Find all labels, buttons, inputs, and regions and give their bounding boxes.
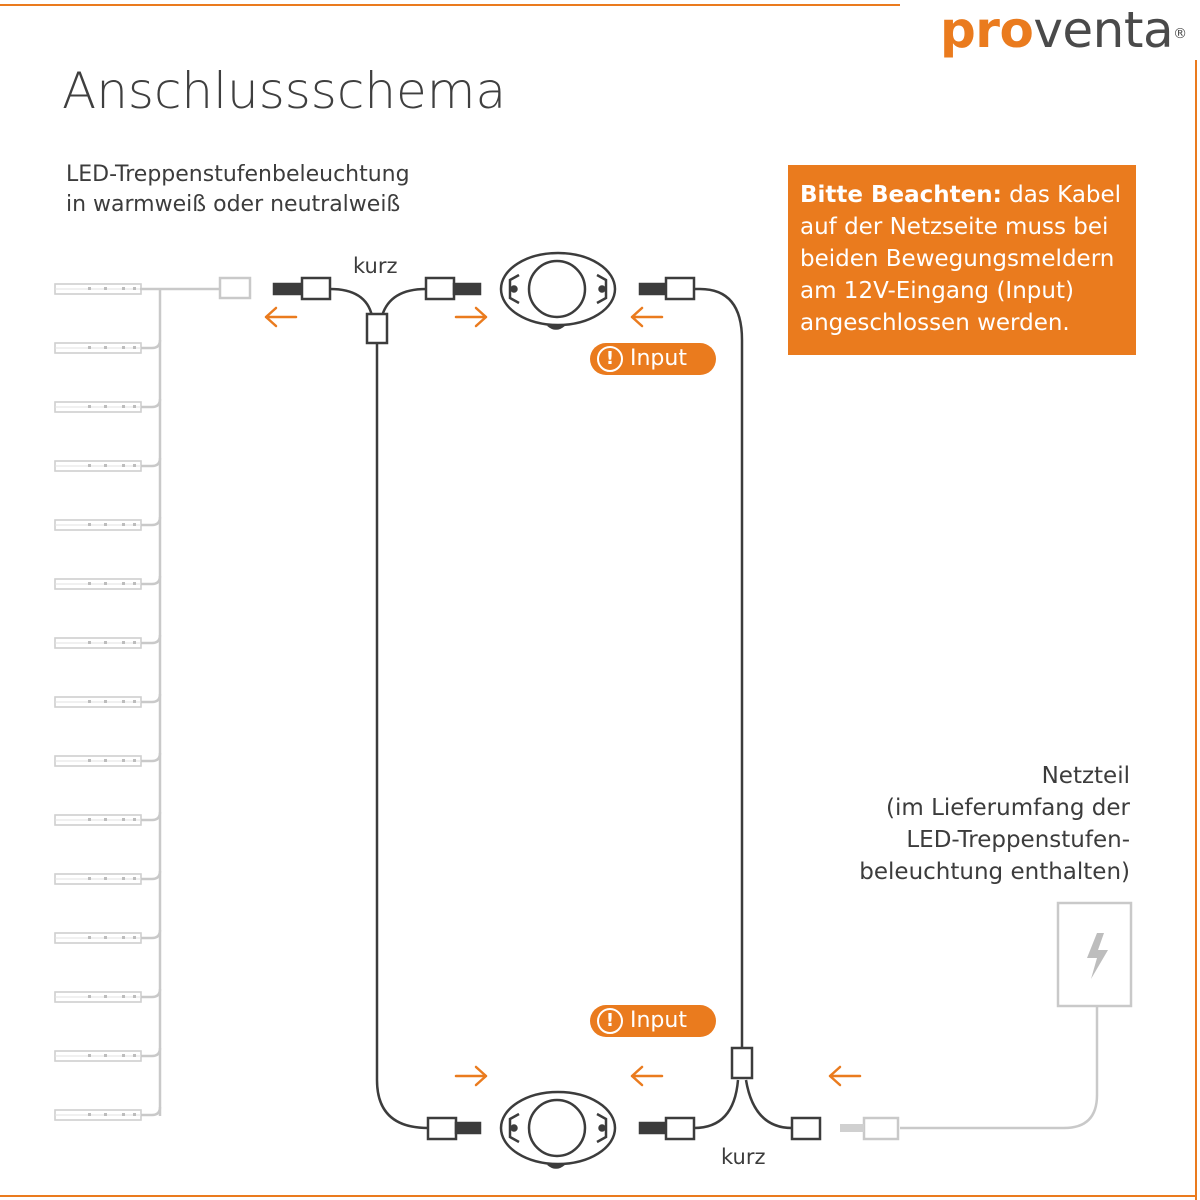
led-strip	[55, 458, 160, 471]
top-input-plug-pin	[640, 284, 666, 294]
bottom-left-plug-pin	[456, 1123, 480, 1133]
bottom-splitter-right-wire	[746, 1080, 792, 1128]
arrow-icon	[456, 1067, 486, 1085]
top-right-plug-pin	[454, 284, 480, 294]
top-splitter-left-wire	[330, 289, 372, 316]
top-input-plug	[666, 278, 694, 299]
top-input-cable	[640, 278, 742, 1048]
power-supply-caption	[859, 760, 1130, 888]
bottom-sensor-plug	[666, 1118, 694, 1139]
psu-caption-line3: LED-Treppenstufen-	[906, 827, 1130, 853]
exclamation-circle-icon: !	[597, 1008, 623, 1034]
top-right-plug	[426, 278, 454, 299]
exclamation-circle-icon: !	[597, 346, 623, 372]
led-strip	[55, 284, 141, 294]
arrow-icon	[266, 308, 296, 326]
top-splitter-junction	[367, 314, 387, 343]
proventa-logo	[940, 0, 1187, 60]
bottom-sensor-plug-pin	[640, 1123, 666, 1133]
power-supply-plug	[864, 1118, 898, 1139]
power-supply-plug-pin	[840, 1124, 864, 1132]
note-line1-rest: das Kabel	[1001, 182, 1122, 208]
note-line5: angeschlossen werden.	[800, 310, 1070, 336]
arrow-icon	[632, 308, 662, 326]
input-badge-bottom	[590, 1005, 716, 1037]
power-supply	[840, 903, 1131, 1139]
bottom-y-splitter	[640, 1048, 820, 1139]
led-strip	[55, 871, 160, 884]
note-bold-label: Bitte Beachten:	[800, 182, 1002, 208]
top-left-plug	[302, 278, 330, 299]
logo-registered-mark: ®	[1173, 26, 1187, 42]
page-title: Anschlussschema	[62, 62, 507, 120]
arrow-icon	[830, 1067, 860, 1085]
psu-caption-line2: (im Lieferumfang der	[885, 795, 1130, 821]
input-badge-top	[590, 343, 716, 375]
arrow-icon	[632, 1067, 662, 1085]
led-strip	[55, 576, 160, 589]
input-label-bottom: Input	[630, 1008, 687, 1033]
led-strip	[55, 753, 160, 766]
led-strip-group	[55, 284, 160, 1120]
bottom-splitter-junction	[732, 1048, 752, 1078]
note-line2: auf der Netzseite muss bei	[800, 214, 1109, 240]
psu-caption-line1: Netzteil	[1041, 763, 1130, 789]
logo-venta-text: venta	[1033, 1, 1174, 59]
bottom-left-plug	[428, 1118, 456, 1139]
led-strip	[55, 340, 160, 353]
right-long-cable	[694, 289, 742, 1048]
motion-sensor-icon	[501, 1092, 615, 1168]
top-left-plug-pin	[274, 284, 302, 294]
led-caption	[66, 160, 410, 220]
left-long-cable	[377, 343, 428, 1128]
top-splitter-right-wire	[382, 289, 426, 316]
led-strip	[55, 1048, 160, 1061]
bottom-splitter-left-wire	[694, 1080, 738, 1128]
top-y-splitter	[274, 278, 480, 1128]
bottom-left-connector	[428, 1118, 480, 1139]
led-caption-line1: LED-Treppenstufenbeleuchtung	[66, 162, 410, 187]
motion-sensor-icon	[501, 253, 615, 329]
kurz-label-bottom: kurz	[721, 1145, 766, 1169]
led-strip	[55, 812, 160, 825]
led-strip	[55, 694, 160, 707]
led-plug-connector	[220, 278, 250, 298]
note-line1	[800, 179, 1126, 211]
note-line4: am 12V-Eingang (Input)	[800, 278, 1074, 304]
note-box	[788, 165, 1136, 355]
logo-pro-text: pro	[940, 1, 1034, 59]
power-supply-cable	[900, 1006, 1097, 1128]
psu-caption-line4: beleuchtung enthalten)	[859, 859, 1130, 885]
note-line3: beiden Bewegungsmeldern	[800, 246, 1115, 272]
led-strip	[55, 930, 160, 943]
bottom-splitter-right-plug	[792, 1118, 820, 1139]
arrow-icon	[456, 308, 486, 326]
led-strip	[55, 989, 160, 1002]
led-strip	[55, 1107, 160, 1120]
led-strip	[55, 635, 160, 648]
input-label-top: Input	[630, 346, 687, 371]
kurz-label-top: kurz	[353, 254, 398, 278]
led-caption-line2: in warmweiß oder neutralweiß	[66, 192, 401, 217]
led-strip	[55, 517, 160, 530]
led-strip	[55, 399, 160, 412]
